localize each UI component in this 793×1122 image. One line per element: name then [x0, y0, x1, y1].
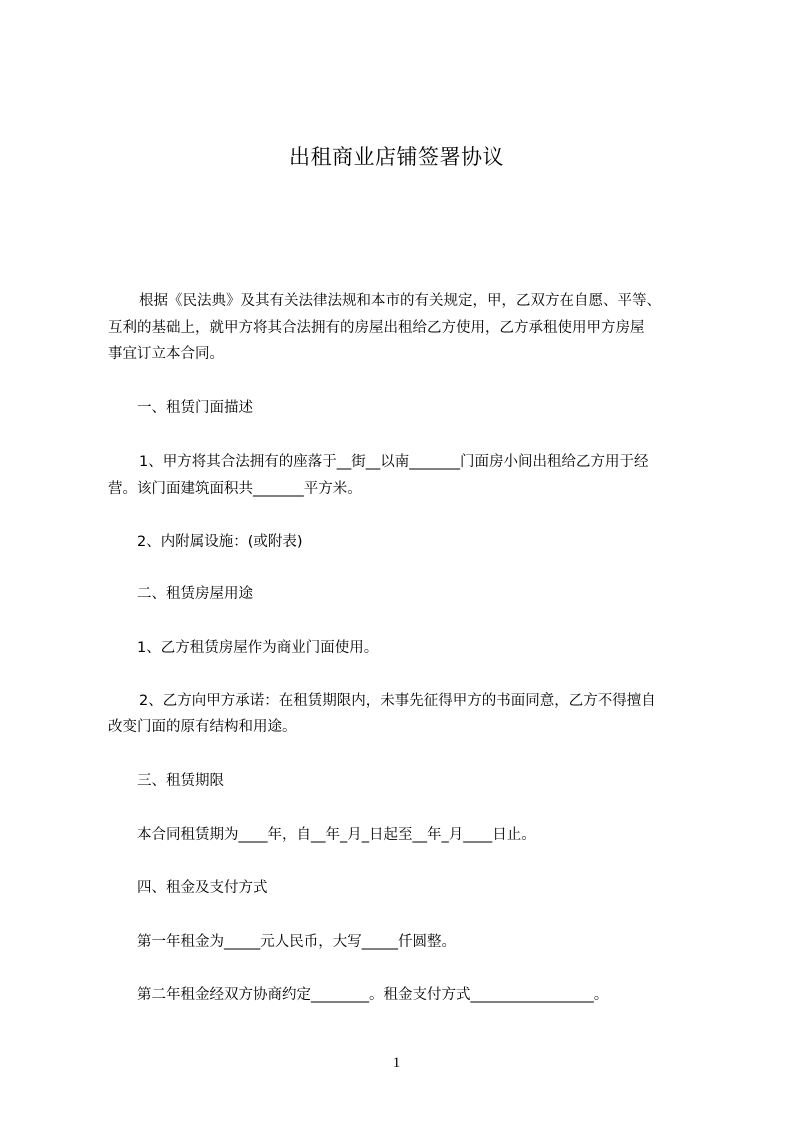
section-heading: 一、租赁门面描述 [137, 400, 253, 416]
paragraph-line: 互利的基础上，就甲方将其合法拥有的房屋出租给乙方使用，乙方承租使用甲方房屋 [108, 320, 645, 336]
document-title: 出租商业店铺签署协议 [289, 145, 504, 169]
paragraph-line: 第二年租金经双方协商约定________。租金支付方式_________________。 [137, 987, 609, 1003]
paragraph-line: 2、内附属设施：(或附表) [137, 534, 303, 550]
paragraph-line: 2、乙方向甲方承诺：在租赁期限内，未事先征得甲方的书面同意，乙方不得擅自 [139, 693, 656, 709]
paragraph-line: 第一年租金为_____元人民币，大写_____仟圆整。 [137, 934, 456, 950]
paragraph-line: 事宜订立本合同。 [108, 346, 224, 362]
paragraph-line: 营。该门面建筑面积共_______平方米。 [108, 481, 362, 497]
paragraph-line: 根据《民法典》及其有关法律法规和本市的有关规定，甲，乙双方在自愿、平等、 [139, 293, 661, 309]
section-heading: 三、租赁期限 [137, 773, 224, 789]
page-number: 1 [392, 1055, 401, 1071]
paragraph-line: 本合同租赁期为____年，自__年_月_日起至__年_月____日止。 [137, 827, 536, 843]
paragraph-line: 改变门面的原有结构和用途。 [108, 719, 297, 735]
section-heading: 二、租赁房屋用途 [137, 586, 253, 602]
paragraph-line: 1、乙方租赁房屋作为商业门面使用。 [137, 640, 379, 656]
section-heading: 四、租金及支付方式 [137, 880, 268, 896]
paragraph-line: 1、甲方将其合法拥有的座落于__街__以南_______门面房小间出租给乙方用于经 [139, 454, 649, 470]
